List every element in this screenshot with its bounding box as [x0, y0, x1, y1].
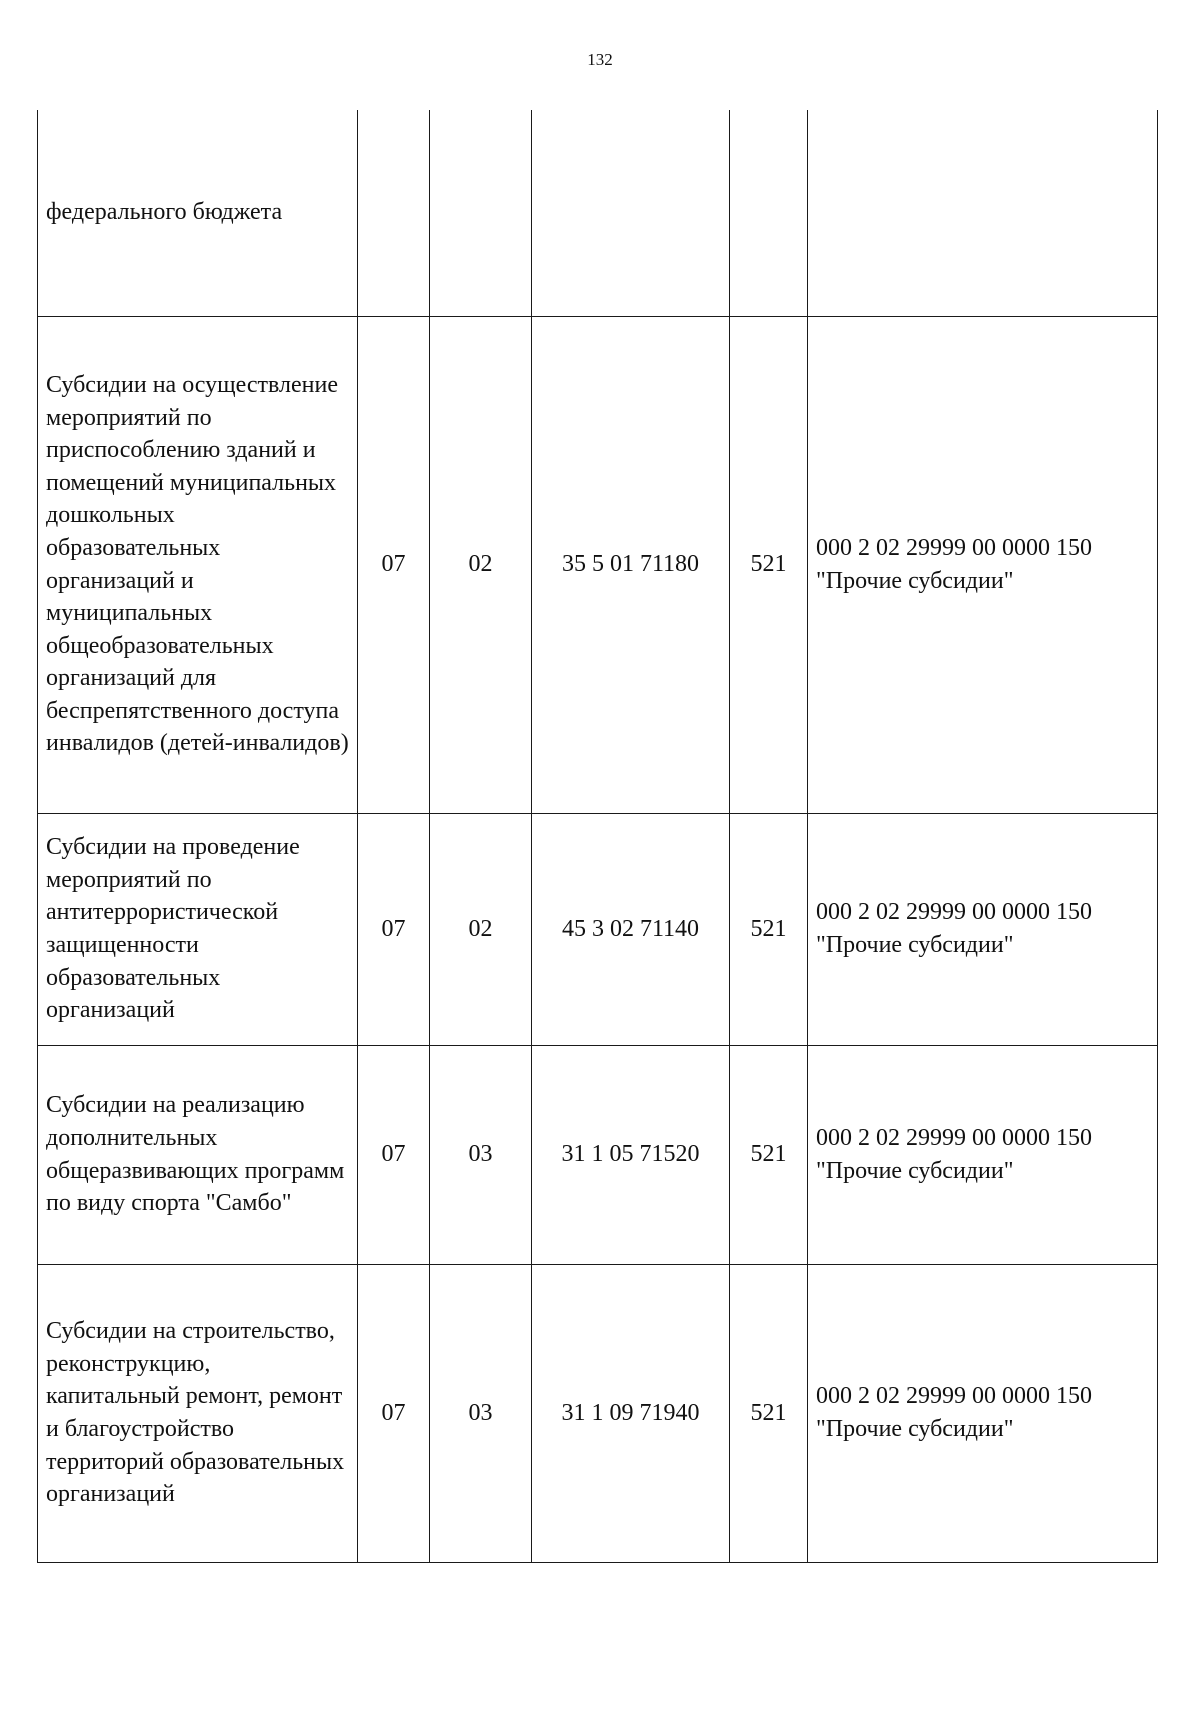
target-article-cell: 45 3 02 71140	[532, 813, 730, 1045]
target-article-cell	[532, 110, 730, 316]
expense-type-cell: 521	[730, 316, 808, 813]
table-row	[38, 1264, 1158, 1562]
target-article-cell: 31 1 09 71940	[532, 1264, 730, 1562]
expense-name-cell: федерального бюджета	[38, 110, 358, 316]
subsection-cell: 02	[430, 813, 532, 1045]
target-article-cell: 31 1 05 71520	[532, 1045, 730, 1264]
subsection-cell: 03	[430, 1264, 532, 1562]
income-code-cell	[808, 110, 1158, 316]
table-row	[38, 110, 1158, 316]
expense-type-cell: 521	[730, 813, 808, 1045]
income-code-cell: 000 2 02 29999 00 0000 150 "Прочие субсидии"	[808, 1045, 1158, 1264]
subsection-cell	[430, 110, 532, 316]
section-cell: 07	[358, 813, 430, 1045]
table-row	[38, 316, 1158, 813]
expense-name-cell: Субсидии на осуществление мероприятий по приспособлению зданий и помещений муниципальных дошкольных образовательных организаций и муниципальных общеобразовательных организаций для беспрепятственного доступа инвалидов (детей-инвалидов)	[38, 316, 358, 813]
subsection-cell: 03	[430, 1045, 532, 1264]
income-code-cell: 000 2 02 29999 00 0000 150 "Прочие субсидии"	[808, 1264, 1158, 1562]
page-number: 132	[587, 50, 613, 69]
target-article-cell: 35 5 01 71180	[532, 316, 730, 813]
section-cell: 07	[358, 1045, 430, 1264]
income-code-cell: 000 2 02 29999 00 0000 150 "Прочие субсидии"	[808, 813, 1158, 1045]
expense-type-cell: 521	[730, 1045, 808, 1264]
table-row	[38, 1045, 1158, 1264]
expense-type-cell: 521	[730, 1264, 808, 1562]
expense-name-cell: Субсидии на проведение мероприятий по антитеррористической защищенности образовательных организаций	[38, 813, 358, 1045]
expense-name-cell: Субсидии на строительство, реконструкцию, капитальный ремонт, ремонт и благоустройство территорий образовательных организаций	[38, 1264, 358, 1562]
subsection-cell: 02	[430, 316, 532, 813]
expense-type-cell	[730, 110, 808, 316]
income-code-cell: 000 2 02 29999 00 0000 150 "Прочие субсидии"	[808, 316, 1158, 813]
budget-table	[37, 110, 1158, 1563]
table-row	[38, 813, 1158, 1045]
section-cell	[358, 110, 430, 316]
section-cell: 07	[358, 316, 430, 813]
expense-name-cell: Субсидии на реализацию дополнительных общеразвивающих программ по виду спорта "Самбо"	[38, 1045, 358, 1264]
section-cell: 07	[358, 1264, 430, 1562]
